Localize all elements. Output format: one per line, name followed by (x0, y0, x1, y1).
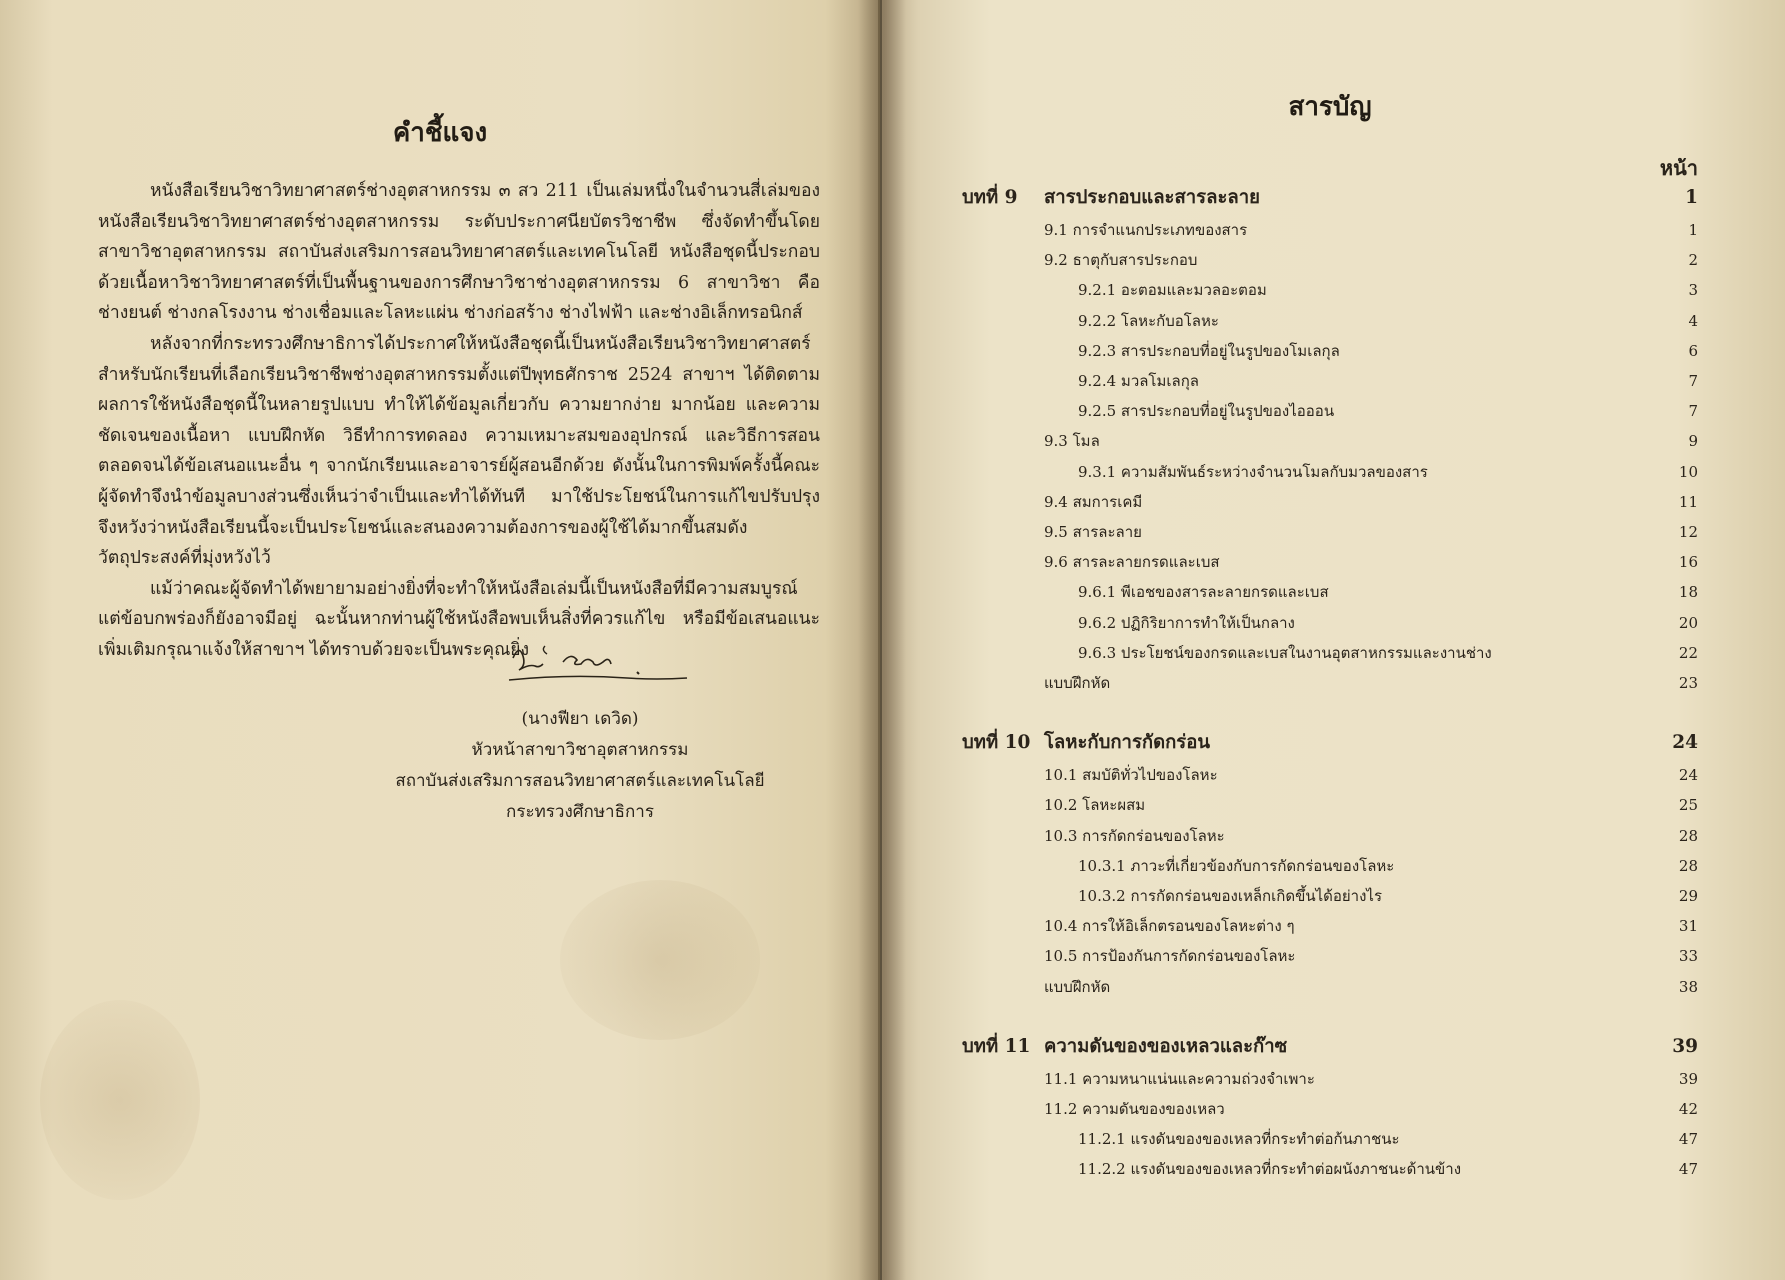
toc-title: สารบัญ (1288, 92, 1372, 122)
paper-stain (40, 1000, 200, 1200)
toc-page-number: 7 (1688, 402, 1698, 421)
signatory-name: (นางฟียา เดวิด) (521, 709, 639, 729)
toc-page-number: 24 (1672, 732, 1698, 754)
toc-entry-row (962, 458, 1698, 486)
toc-page-number: 3 (1688, 281, 1698, 300)
toc-page-number: 4 (1688, 311, 1698, 330)
toc-page-number: 38 (1678, 977, 1698, 996)
toc-chapter-title: โลหะกับการกัดกร่อน (1044, 732, 1210, 754)
toc-page-number: 24 (1678, 766, 1698, 785)
toc-page-column-header: หน้า (1659, 156, 1698, 180)
toc-entry-row (962, 852, 1698, 880)
toc-page-number: 22 (1678, 643, 1698, 662)
toc-page-number: 16 (1678, 553, 1698, 572)
toc-page-number: 39 (1672, 1035, 1698, 1057)
toc-entry-label: 9.6.2 ปฏิกิริยาการทำให้เป็นกลาง (1078, 613, 1295, 632)
toc-entry-label: 9.6.3 ประโยชน์ของกรดและเบสในงานอุตสาหกรรมและงานช่าง (1078, 643, 1492, 662)
toc-entry-label: 11.2.2 แรงดันของของเหลวที่กระทำต่อผนังภาชนะด้านข้าง (1078, 1160, 1462, 1179)
toc-entry-row (962, 942, 1698, 970)
toc-entry-row (962, 276, 1698, 304)
toc-entry-row (962, 669, 1698, 697)
toc-entry-label: 9.4 สมการเคมี (1044, 492, 1143, 511)
toc-entry-row (962, 578, 1698, 606)
toc-entry-row (962, 518, 1698, 546)
toc-page-number: 9 (1688, 432, 1698, 451)
toc-entry-label: 9.2.4 มวลโมเลกุล (1078, 372, 1199, 390)
toc-entry-row (962, 307, 1698, 335)
toc-entry-label: 10.3.1 ภาวะที่เกี่ยวข้องกับการกัดกร่อนของโลหะ (1078, 856, 1395, 875)
toc-page-number: 29 (1678, 887, 1698, 905)
toc-entry-row (962, 639, 1698, 667)
toc-entry-label: 10.5 การป้องกันการกัดกร่อนของโลหะ (1044, 947, 1296, 966)
toc-page-number: 28 (1678, 826, 1698, 845)
toc-chapter-row (962, 729, 1698, 757)
toc-entry-row (962, 548, 1698, 576)
toc-entry-label: 11.1 ความหนาแน่นและความถ่วงจำเพาะ (1044, 1069, 1315, 1088)
preface-body (98, 176, 820, 666)
toc-entry-row (962, 216, 1698, 244)
preface-paragraph-2: หลังจากที่กระทรวงศึกษาธิการได้ประกาศให้หนังสือชุดนี้เป็นหนังสือเรียนวิชาวิทยาศาสตร์สำหรับนักเรียนที่เลือกเรียนวิชาชีพช่างอุตสาหกรรมตั้งแต่ปีพุทธศักราช 2524 สาขาฯ ได้ติดตามผลการใช้หนังสือชุดนี้ในหลายรูปแบบ ทำให้ได้ข้อมูลเกี่ยวกับ ความยากง่าย มากน้อย และความชัดเจนของเนื้อหา แบบฝึกหัด วิธีทำการทดลอง ความเหมาะสมของอุปกรณ์ และวิธีการสอน ตลอดจนได้ข้อเสนอแนะอื่น ๆ จากนักเรียนและอาจารย์ผู้สอนอีกด้วย ดังนั้นในการพิมพ์ครั้งนี้คณะผู้จัดทำจึงนำข้อมูลบางส่วนซึ่งเห็นว่าจำเป็นและทำได้ทันที มาใช้ประโยชน์ในการแก้ไขปรับปรุง จึงหวังว่าหนังสือเรียนนี้จะเป็นประโยชน์และสนองความต้องการของผู้ใช้ได้มากขึ้นสมดังวัตถุประสงค์ที่มุ่งหวังไว้ (98, 333, 820, 569)
toc-entry-label: 9.2.5 สารประกอบที่อยู่ในรูปของไอออน (1078, 402, 1335, 421)
toc-entry-label: 9.3.1 ความสัมพันธ์ระหว่างจำนวนโมลกับมวลของสาร (1078, 462, 1428, 481)
toc-entry-row (962, 882, 1698, 910)
toc-entry-row (962, 367, 1698, 395)
toc-chapter-title: ความดันของของเหลวและก๊าซ (1044, 1035, 1288, 1057)
toc-page-number: 31 (1678, 917, 1698, 936)
toc-entry-label: 9.2.2 โลหะกับอโลหะ (1078, 311, 1219, 330)
toc-page-number: 11 (1678, 492, 1698, 511)
toc-entry-label: 9.6.1 พีเอชของสารละลายกรดและเบส (1078, 583, 1329, 602)
toc-entry-label: 9.5 สารละลาย (1044, 523, 1142, 541)
toc-entry-label: แบบฝึกหัด (1044, 977, 1111, 996)
toc-entry-label: 10.1 สมบัติทั่วไปของโลหะ (1044, 766, 1218, 785)
toc-entry-label: 9.2 ธาตุกับสารประกอบ (1044, 251, 1198, 270)
toc-entry-row (962, 246, 1698, 274)
toc-entry-row (962, 397, 1698, 425)
preface-page (0, 0, 880, 1280)
toc-entry-label: 9.2.1 อะตอมและมวลอะตอม (1078, 281, 1267, 300)
toc-page-number: 33 (1678, 947, 1698, 966)
toc-entry-row (962, 1125, 1698, 1153)
toc-chapter-row (962, 184, 1698, 212)
toc-entry-row (962, 973, 1698, 1001)
toc-entry-label: 11.2 ความดันของของเหลว (1044, 1100, 1225, 1118)
toc-page-number: 23 (1678, 674, 1698, 692)
toc-entry-row (962, 791, 1698, 819)
preface-paragraph-3: แม้ว่าคณะผู้จัดทำได้พยายามอย่างยิ่งที่จะทำให้หนังสือเล่มนี้เป็นหนังสือที่มีความสมบูรณ์ แต่ข้อบกพร่องก็ยังอาจมีอยู่ ฉะนั้นหากท่านผู้ใช้หนังสือพบเห็นสิ่งที่ควรแก้ไข หรือมีข้อเสนอแนะเพิ่มเติมกรุณาแจ้งให้สาขาฯ ได้ทราบด้วยจะเป็นพระคุณยิ่ง (98, 578, 820, 660)
signature-block (360, 704, 800, 828)
toc-entry-row (962, 1095, 1698, 1123)
toc-page-number: 7 (1688, 372, 1698, 390)
handwritten-signature (505, 636, 705, 696)
toc-entry-row (962, 822, 1698, 850)
toc-page-number: 20 (1678, 613, 1698, 632)
toc-entry-label: 10.4 การให้อิเล็กตรอนของโลหะต่าง ๆ (1044, 917, 1295, 936)
toc-page-number: 10 (1678, 462, 1698, 481)
toc-entry-row (962, 427, 1698, 455)
toc-page-number: 2 (1688, 251, 1698, 270)
toc-entry-label: 11.2.1 แรงดันของของเหลวที่กระทำต่อก้นภาชนะ (1078, 1130, 1400, 1149)
toc-entry-label: 10.3.2 การกัดกร่อนของเหล็กเกิดขึ้นได้อย่างไร (1078, 887, 1383, 905)
toc-page-number: 47 (1678, 1160, 1698, 1179)
toc-entry-row (962, 761, 1698, 789)
toc-entry-row (962, 609, 1698, 637)
toc-entry-row (962, 337, 1698, 365)
preface-paragraph-1: หนังสือเรียนวิชาวิทยาศาสตร์ช่างอุตสาหกรรม ๓ สว 211 เป็นเล่มหนึ่งในจำนวนสี่เล่มของหนังสือเรียนวิชาวิทยาศาสตร์ช่างอุตสาหกรรม ระดับประกาศนียบัตรวิชาชีพ ซึ่งจัดทำขึ้นโดยสาขาวิชาอุตสาหกรรม สถาบันส่งเสริมการสอนวิทยาศาสตร์และเทคโนโลยี หนังสือชุดนี้ประกอบด้วยเนื้อหาวิชาวิทยาศาสตร์ที่เป็นพื้นฐานของการศึกษาวิชาช่างอุตสาหกรรม 6 สาขาวิชา คือ ช่างยนต์ ช่างกลโรงงาน ช่างเชื่อมและโลหะแผ่น ช่างก่อสร้าง ช่างไฟฟ้า และช่างอิเล็กทรอนิกส์ (98, 181, 820, 324)
signatory-position: หัวหน้าสาขาวิชาอุตสาหกรรม (471, 740, 689, 760)
toc-entry-label: 10.3 การกัดกร่อนของโลหะ (1044, 826, 1225, 845)
toc-chapter-number: บทที่ 10 (962, 732, 1031, 754)
toc-entry-label: 9.6 สารละลายกรดและเบส (1044, 553, 1220, 572)
toc-entry-row (962, 488, 1698, 516)
toc-page-number: 25 (1678, 796, 1698, 815)
toc-entry-row (962, 912, 1698, 940)
toc-chapter-number: บทที่ 9 (962, 187, 1018, 208)
toc-entry-label: 9.3 โมล (1044, 432, 1100, 451)
toc-chapter-row (962, 1033, 1698, 1061)
toc-page-number: 28 (1678, 856, 1698, 875)
toc-page-number: 39 (1678, 1069, 1698, 1088)
toc-page-number: 47 (1678, 1130, 1698, 1149)
toc-entry-row (962, 1065, 1698, 1093)
toc-page-number: 6 (1688, 341, 1698, 360)
toc-page-number: 1 (1685, 187, 1698, 208)
toc-page-number: 42 (1678, 1100, 1698, 1118)
toc-entry-label: 9.2.3 สารประกอบที่อยู่ในรูปของโมเลกุล (1078, 341, 1340, 360)
toc-entry-label: แบบฝึกหัด (1044, 674, 1111, 692)
toc-entry-row (962, 1155, 1698, 1183)
signatory-organization: สถาบันส่งเสริมการสอนวิทยาศาสตร์และเทคโนโลยี (395, 771, 765, 791)
toc-entry-label: 10.2 โลหะผสม (1044, 796, 1146, 815)
preface-title: คำชี้แจง (392, 118, 488, 148)
toc-entry-label: 9.1 การจำแนกประเภทของสาร (1044, 221, 1248, 239)
toc-chapter-title: สารประกอบและสารละลาย (1044, 187, 1260, 208)
paper-stain (560, 880, 760, 1040)
signatory-ministry: กระทรวงศึกษาธิการ (506, 802, 654, 822)
toc-page-number: 12 (1678, 523, 1698, 541)
toc-page-number: 1 (1688, 221, 1698, 239)
toc-page-number: 18 (1678, 583, 1698, 602)
toc-chapter-number: บทที่ 11 (962, 1035, 1031, 1057)
